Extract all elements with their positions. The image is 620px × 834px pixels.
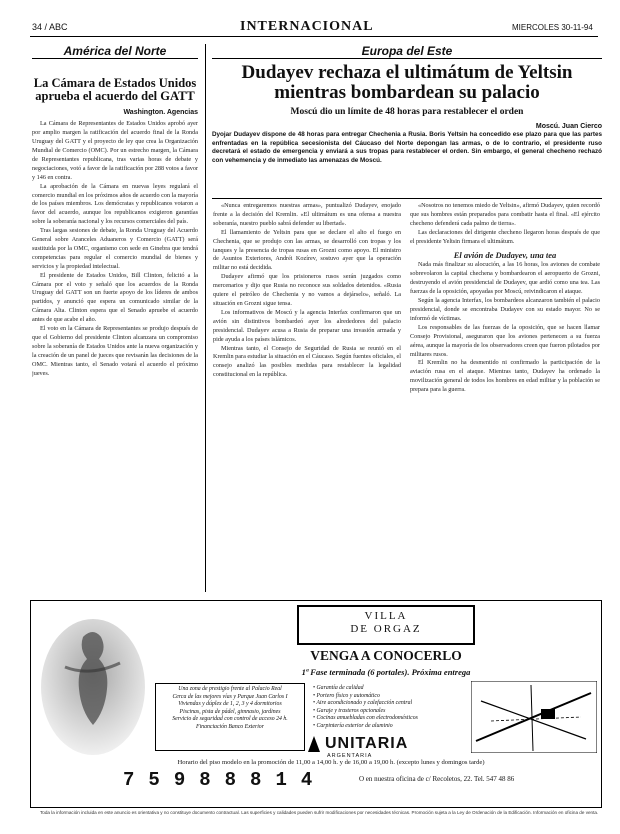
lead-rule xyxy=(212,198,602,199)
right-paragraph: Dudayev afirmó que los prisioneros rusos serán juzgados como mercenarios y dijo que Rusia no reconoce sus soldados detenidos. «Rusia quiere el petróleo de Chechenia y no vamos a dejárselo», señaló. La situación en Grozni sigue tensa. xyxy=(213,273,401,307)
feature-line: Viviendas y dúplex de 1, 2, 3 y 4 dormitorios xyxy=(178,701,282,708)
right-paragraph: Mientras tanto, el Consejo de Seguridad de Rusia se reunió en el Kremlin para estudiar la situación en el Cáucaso. Según fuentes oficiales, el consejo analizó las posibles medidas para restablecer la legalidad constitucional en la república. xyxy=(213,344,401,379)
right-paragraph: Según la agencia Interfax, los bombardeos alcanzaron también el palacio presidencial, donde se encontraba Dudayev con su estado mayor. No se informó de víctimas. xyxy=(410,297,600,322)
right-byline: Moscú. Juan Cierco xyxy=(535,122,602,130)
phone-number xyxy=(123,769,326,791)
feature-line: Financiación Banco Exterior xyxy=(196,723,264,730)
header-rule xyxy=(30,36,598,37)
right-lead: Dyojar Dudayev dispone de 48 horas para entregar Chechenia a Rusia. Boris Yeltsin ha concedido ese plazo para que las partes enfrentadas en la república secesionista del Cáucaso del Norte depongan las armas, o de lo contrario, el presidente ruso decretará el estado de emergencia y enviará a sus tropas para restablecer el orden. Sin embargo, el general checheno rechazó con vehemencia y de inmediato las amenazas de Moscú. xyxy=(212,130,602,164)
ad-hours: Horario del piso modelo en la promoción de 11,00 a 14,00 h. y de 16,00 a 19,00 h. (excepto lunes y domingos tarde) xyxy=(177,759,485,766)
brand-logo xyxy=(297,605,475,645)
phone-digit: 8 xyxy=(199,769,225,791)
phone-digit: 4 xyxy=(300,769,327,791)
right-paragraph: El llamamiento de Yeltsin para que se declare el alto el fuego en Chechenia, que se produjo con las armas, se desarrolló con tropas y los tanques y la presencia de tropas rusas en Grozni como apoyo. El ministro de Asuntos Exteriores, Andréi Kozírev, sostuvo ayer que la operación militar no está decidida. xyxy=(213,228,401,272)
feature-line: • Portero físico y automático xyxy=(313,692,380,699)
brand-bottom: DE ORGAZ xyxy=(350,623,422,635)
phone-digit: 8 xyxy=(250,769,276,791)
right-paragraph: «Nosotros no tenemos miedo de Yeltsin», afirmó Dudayev, quien recordó que sus hombres están preparados para combatir hasta el final. «El ejército checheno defenderá cada palmo de tierra». xyxy=(410,202,600,227)
left-article xyxy=(32,44,198,584)
right-column-2 xyxy=(410,202,600,594)
left-paragraph: El presidente de Estados Unidos, Bill Clinton, felicitó a la Cámara por el voto y señaló que los acuerdos de la Ronda Uruguay del GATT son un fuerte apoyo de los líderes de ambos partidos, y anunció que espera un comunicado similar de la Cámara Alta. Clinton espera que el Senado apruebe el acuerdo antes de que acabe el año. xyxy=(32,271,198,324)
right-paragraph: Nada más finalizar su alocución, a las 16 horas, los aviones de combate sobrevolaron la capital chechena y bombardearon el aeropuerto de Grozni, destruyendo el avión presidencial de Dudayev, que ardió como una tea. Las fuerzas de la oposición, apoyadas por Moscú, reivindicaron el ataque. xyxy=(410,261,600,296)
advertisement xyxy=(30,600,602,808)
phone-digit: 9 xyxy=(173,769,200,791)
feature-line: Una zona de prestigio frente al Palacio Real xyxy=(178,686,282,692)
feature-line: • Cocinas amuebladas con electrodomésticos xyxy=(313,715,418,722)
right-paragraph: «Nunca entregaremos nuestras armas», puntualizó Dudayev, enojado frente a la decisión del Kremlin. «El ultimátum es una ofensa a nuestra soberanía, nuestro pueblo sabrá defender su libertad». xyxy=(213,202,401,227)
right-paragraph: El Kremlin no ha desmentido ni confirmado la participación de la aviación rusa en el ataque. Mientras tanto, Dudayev ha ordenado la movilización general de todos los hombres en edad militar y la población se prepara para la guerra. xyxy=(410,359,600,394)
ad-features-left xyxy=(155,683,305,751)
right-paragraph: Las declaraciones del dirigente checheno llegaron horas después de que el presidente Yeltsin firmara el ultimátum. xyxy=(410,228,600,245)
left-byline: Washington. Agencias xyxy=(123,109,198,117)
phone-digit: 5 xyxy=(148,769,174,791)
brand-top: VILLA xyxy=(364,610,408,622)
feature-line: Cerca de las mejores vías y Parque Juan Carlos I xyxy=(172,693,288,700)
section-title: INTERNACIONAL xyxy=(240,19,374,34)
phone-digit: 1 xyxy=(275,769,301,791)
page-label: 34 / ABC xyxy=(32,22,68,32)
sponsor-logo-icon xyxy=(307,735,321,753)
left-paragraph: La Cámara de Representantes de Estados Unidos aprobó ayer por amplio margen la ratificación del acuerdo final de la Ronda Uruguay del GATT y el proyecto de ley que crea la Organización Mundial de Comercio (OMC). Por un estrecho margen, la Cámara de Representantes republicana, tras varias horas de debate y negociaciones, votó a favor de la ratificación por 288 votos a favor y 146 en contra. xyxy=(32,120,198,181)
sculpture-illustration xyxy=(35,607,153,757)
sponsor-name: UNITARIA xyxy=(325,735,409,752)
phone-digit: 7 xyxy=(123,769,149,791)
ad-address: O en nuestra oficina de c/ Recoletos, 22. Tel. 547 48 86 xyxy=(359,775,515,783)
subheading: El avión de Dudayev, una tea xyxy=(453,249,557,260)
left-paragraph: Tras largas sesiones de debate, la Ronda Uruguay del Acuerdo General sobre Aranceles Aduaneros y Comercio (GATT) será sustituida por la OMC, organismo con sede en Ginebra que tendrá competencias para regular el comercio mundial de bienes y servicios y la propiedad intelectual. xyxy=(32,227,198,270)
feature-line: • Garaje y trasteros opcionales xyxy=(313,707,386,714)
column-divider xyxy=(205,44,206,592)
feature-line: • Carpintería exterior de aluminio xyxy=(313,722,393,729)
issue-date: MIERCOLES 30-11-94 xyxy=(512,23,593,32)
page-header xyxy=(0,0,620,40)
sponsor-sub: ARGENTARIA xyxy=(327,753,373,759)
right-column-1 xyxy=(213,202,401,594)
feature-line: Piscinas, pista de pádel, gimnasio, jardines xyxy=(179,708,281,715)
right-subhead: Moscú dio un límite de 48 horas para restablecer el orden xyxy=(290,106,524,117)
left-paragraph: La aprobación de la Cámara en nuevas leyes regulará el comercio mundial en los próximos años de acuerdo con la mayoría de los países miembros. Los demócratas y republicanos votaron a favor del acuerdo, aunque los republicanos exigieron garantías sobre la soberanía nacional y los recursos comerciales del país. xyxy=(32,182,198,226)
left-body xyxy=(32,120,198,584)
right-article xyxy=(212,44,602,185)
left-headline: La Cámara de Estados Unidos aprueba el acuerdo del GATT xyxy=(33,76,197,104)
right-paragraph: Los responsables de las fuerzas de la oposición, que se hacen llamar Consejo Provisional, aseguraron que los aviones pertenecen a su fuerza aérea, aunque la mayoría de los observadores creen que fueron pilotados por militares rusos. xyxy=(410,323,600,358)
ad-footnote: Toda la información incluida en este anuncio es orientativa y no constituye documento contractual. Las superficies y calidades pueden sufrir modificaciones por necesidades técnicas. Promoción sujeta a la Ley de Ordenación de la Edificación. Información en oficina de venta. xyxy=(40,810,599,815)
location-map xyxy=(471,681,597,753)
right-kicker: Europa del Este xyxy=(212,44,602,59)
right-paragraph: Los informativos de Moscú y la agencia Interfax confirmaron que un avión sin distintivos bombardeó ayer los alrededores del palacio presidencial. Dudayev acusa a Rusia de preparar una invasión armada y pide ayuda a los países islámicos. xyxy=(213,308,401,343)
left-paragraph: El voto en la Cámara de Representantes se produjo después de que el Gobierno del presidente Clinton alcanzara un compromiso sobre la soberanía de Estados Unidos ante la nueva organización y la creación de un panel de jueces que revisarán las decisiones de la OMC. Mientras tanto, el Senado votará el acuerdo el próximo jueves. xyxy=(32,325,198,377)
feature-line: Servicio de seguridad con control de acceso 24 h. xyxy=(172,716,288,723)
feature-line: • Garantía de calidad xyxy=(313,685,364,691)
feature-line: • Aire acondicionado y calefacción central xyxy=(313,700,413,707)
ad-features-right xyxy=(313,685,463,731)
ad-cta: VENGA A CONOCERLO xyxy=(310,648,462,663)
left-kicker: América del Norte xyxy=(32,44,198,59)
ad-phase: 1ª Fase terminada (6 portales). Próxima entrega xyxy=(301,667,471,677)
phone-digit: 8 xyxy=(224,769,251,791)
right-headline: Dudayev rechaza el ultimátum de Yeltsin mientras bombardean su palacio xyxy=(241,62,573,103)
